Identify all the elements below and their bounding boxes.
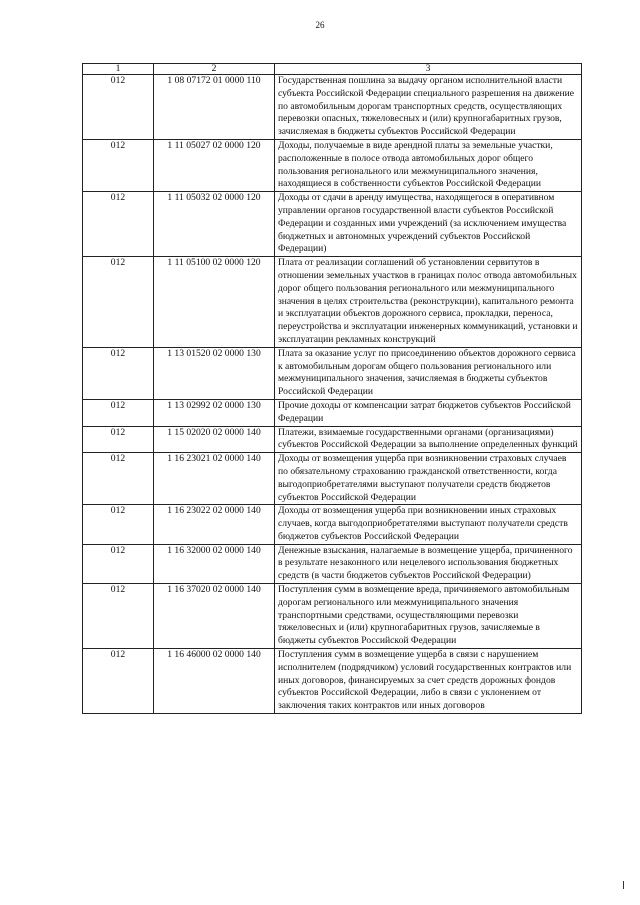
table-row bbox=[83, 505, 582, 544]
admin-code-cell: 012 bbox=[83, 347, 154, 399]
admin-code-cell: 012 bbox=[83, 544, 154, 583]
admin-code-cell: 012 bbox=[83, 192, 154, 257]
table-row bbox=[83, 139, 582, 191]
revenue-name-cell: Платежи, взимаемые государственными органами (организациями) субъектов Российской Федерации за выполнение определенных функций bbox=[275, 426, 582, 453]
admin-code-cell: 012 bbox=[83, 505, 154, 544]
revenue-codes-table bbox=[82, 63, 582, 714]
revenue-name-cell: Прочие доходы от компенсации затрат бюджетов субъектов Российской Федерации bbox=[275, 399, 582, 426]
table-row bbox=[83, 192, 582, 257]
revenue-name-cell: Денежные взыскания, налагаемые в возмещение ущерба, причиненного в результате незаконного или нецелевого использования бюджетных средств (в части бюджетов субъектов Российской Федерации) bbox=[275, 544, 582, 583]
admin-code-cell: 012 bbox=[83, 426, 154, 453]
table-row bbox=[83, 257, 582, 348]
budget-classification-code-cell: 1 16 23022 02 0000 140 bbox=[154, 505, 275, 544]
table-row bbox=[83, 584, 582, 649]
revenue-name-cell: Плата от реализации соглашений об установлении сервитутов в отношении земельных участков в границах полос отвода автомобильных дорог общего пользования регионального или межмуниципального значения в целях строительства (реконструкции), капитального ремонта и эксплуатации объектов дорожного сервиса, прокладки, переноса, переустройства и эксплуатации инженерных коммуникаций, установки и эксплуатации рекламных конструкций bbox=[275, 257, 582, 348]
table-row bbox=[83, 649, 582, 714]
budget-classification-code-cell: 1 15 02020 02 0000 140 bbox=[154, 426, 275, 453]
header-col-3: 3 bbox=[275, 64, 582, 75]
revenue-name-cell: Доходы от сдачи в аренду имущества, находящегося в оперативном управлении органов государственной власти субъектов Российской Федерации и созданных ими учреждений (за исключением имущества бюджетных и автономных учреждений субъектов Российской Федерации) bbox=[275, 192, 582, 257]
admin-code-cell: 012 bbox=[83, 584, 154, 649]
budget-classification-code-cell: 1 11 05027 02 0000 120 bbox=[154, 139, 275, 191]
table-row bbox=[83, 347, 582, 399]
table-row bbox=[83, 544, 582, 583]
revenue-name-cell: Поступления сумм в возмещение ущерба в связи с нарушением исполнителем (подрядчиком) условий государственных контрактов или иных договоров, финансируемых за счет средств дорожных фондов субъектов Российской Федерации, либо в связи с уклонением от заключения таких контрактов или иных договоров bbox=[275, 649, 582, 714]
table-body bbox=[83, 75, 582, 714]
admin-code-cell: 012 bbox=[83, 453, 154, 505]
revenue-name-cell: Доходы, получаемые в виде арендной платы за земельные участки, расположенные в полосе отвода автомобильных дорог общего пользования регионального или межмуниципального значения, находящиеся в собственности субъектов Российской Федерации bbox=[275, 139, 582, 191]
revenue-name-cell: Доходы от возмещения ущерба при возникновении иных страховых случаев, когда выгодоприобретателями выступают получатели средств бюджетов субъектов Российской Федерации bbox=[275, 505, 582, 544]
admin-code-cell: 012 bbox=[83, 257, 154, 348]
budget-classification-code-cell: 1 16 37020 02 0000 140 bbox=[154, 584, 275, 649]
table-row bbox=[83, 453, 582, 505]
revenue-name-cell: Государственная пошлина за выдачу органом исполнительной власти субъекта Российской Федерации специального разрешения на движение по автомобильным дорогам транспортных средств, осуществляющих перевозки опасных, тяжеловесных и (или) крупногабаритных грузов, зачисляемая в бюджеты субъектов Российской Федерации bbox=[275, 75, 582, 140]
table-header-row bbox=[83, 64, 582, 75]
budget-classification-code-cell: 1 13 01520 02 0000 130 bbox=[154, 347, 275, 399]
admin-code-cell: 012 bbox=[83, 649, 154, 714]
revenue-name-cell: Плата за оказание услуг по присоединению объектов дорожного сервиса к автомобильным дорогам общего пользования регионального или межмуниципального значения, зачисляемая в бюджеты субъектов Российской Федерации bbox=[275, 347, 582, 399]
margin-mark bbox=[623, 881, 624, 889]
page-number: 26 bbox=[315, 20, 325, 30]
admin-code-cell: 012 bbox=[83, 399, 154, 426]
budget-classification-code-cell: 1 08 07172 01 0000 110 bbox=[154, 75, 275, 140]
table-row bbox=[83, 75, 582, 140]
budget-classification-code-cell: 1 11 05100 02 0000 120 bbox=[154, 257, 275, 348]
budget-classification-code-cell: 1 16 32000 02 0000 140 bbox=[154, 544, 275, 583]
table-row bbox=[83, 399, 582, 426]
budget-classification-code-cell: 1 13 02992 02 0000 130 bbox=[154, 399, 275, 426]
admin-code-cell: 012 bbox=[83, 139, 154, 191]
revenue-name-cell: Доходы от возмещения ущерба при возникновении страховых случаев по обязательному страхованию гражданской ответственности, когда выгодоприобретателями выступают получатели средств бюджетов субъектов Российской Федерации bbox=[275, 453, 582, 505]
revenue-name-cell: Поступления сумм в возмещение вреда, причиняемого автомобильным дорогам регионального или межмуниципального значения транспортными средствами, осуществляющими перевозки тяжеловесных и (или) крупногабаритных грузов, зачисляемые в бюджеты субъектов Российской Федерации bbox=[275, 584, 582, 649]
header-col-1: 1 bbox=[83, 64, 154, 75]
table-row bbox=[83, 426, 582, 453]
budget-classification-code-cell: 1 16 23021 02 0000 140 bbox=[154, 453, 275, 505]
admin-code-cell: 012 bbox=[83, 75, 154, 140]
budget-classification-code-cell: 1 11 05032 02 0000 120 bbox=[154, 192, 275, 257]
header-col-2: 2 bbox=[154, 64, 275, 75]
budget-classification-code-cell: 1 16 46000 02 0000 140 bbox=[154, 649, 275, 714]
